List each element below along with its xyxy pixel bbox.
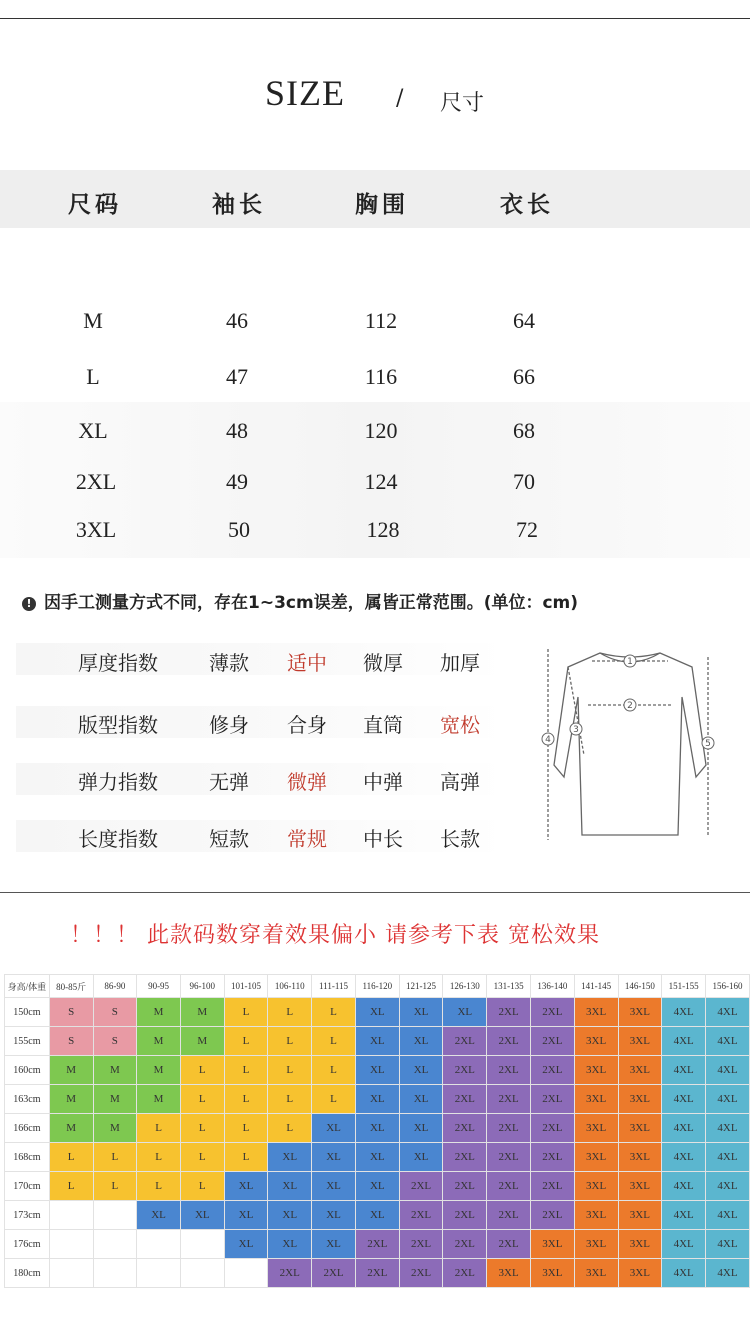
grid-weight-header: 151-155 — [662, 975, 706, 998]
grid-size-cell: 2XL — [487, 1085, 531, 1114]
index-option-selected: 微弹 — [287, 770, 327, 794]
index-label: 长度指数 — [78, 827, 158, 851]
grid-size-cell: 4XL — [706, 1201, 750, 1230]
index-option: 中弹 — [363, 770, 403, 794]
grid-height-label: 168cm — [5, 1143, 50, 1172]
grid-size-cell: 2XL — [530, 1201, 574, 1230]
grid-height-label: 170cm — [5, 1172, 50, 1201]
grid-size-cell: 3XL — [574, 1259, 618, 1288]
grid-size-cell: 3XL — [618, 1230, 662, 1259]
size-cell: XL — [78, 418, 108, 443]
index-option-selected: 宽松 — [440, 713, 480, 737]
grid-size-cell: XL — [355, 1172, 399, 1201]
grid-size-cell: 4XL — [662, 1259, 706, 1288]
grid-size-cell: XL — [224, 1201, 268, 1230]
header-length: 衣长 — [500, 192, 554, 218]
grid-size-cell: 2XL — [487, 998, 531, 1027]
garment-measure-diagram — [530, 635, 730, 850]
grid-size-cell: XL — [399, 1027, 443, 1056]
section-divider — [0, 892, 750, 893]
top-divider — [0, 18, 750, 19]
grid-size-cell: L — [137, 1114, 181, 1143]
index-option: 短款 — [209, 827, 249, 851]
grid-size-cell: 3XL — [618, 1027, 662, 1056]
grid-size-cell: 4XL — [706, 1056, 750, 1085]
length-cell: 64 — [513, 308, 535, 333]
grid-size-cell: 2XL — [443, 1056, 487, 1085]
grid-size-cell: L — [93, 1172, 137, 1201]
chest-cell: 124 — [364, 469, 398, 494]
diagram-label: 4 — [545, 735, 551, 745]
grid-size-cell: 3XL — [574, 1114, 618, 1143]
chest-cell: 120 — [364, 418, 398, 443]
grid-size-cell: 2XL — [487, 1201, 531, 1230]
grid-size-cell: XL — [399, 1056, 443, 1085]
index-option: 高弹 — [440, 770, 480, 794]
grid-size-cell — [180, 1259, 224, 1288]
length-cell: 70 — [513, 469, 535, 494]
grid-size-cell: 2XL — [443, 1085, 487, 1114]
diagram-label: 5 — [705, 739, 711, 749]
grid-size-cell: M — [137, 998, 181, 1027]
grid-height-label: 155cm — [5, 1027, 50, 1056]
grid-size-cell: L — [137, 1172, 181, 1201]
size-cell: 2XL — [75, 469, 117, 494]
sleeve-cell: 46 — [226, 308, 248, 333]
grid-size-cell — [93, 1259, 137, 1288]
grid-size-cell: XL — [399, 1143, 443, 1172]
grid-weight-header: 146-150 — [618, 975, 662, 998]
grid-size-cell: 2XL — [312, 1259, 356, 1288]
grid-size-cell: L — [268, 1114, 312, 1143]
grid-size-cell: 3XL — [574, 1201, 618, 1230]
grid-size-cell: M — [137, 1027, 181, 1056]
index-option: 长款 — [440, 827, 480, 851]
grid-size-cell — [93, 1230, 137, 1259]
grid-size-cell: XL — [180, 1201, 224, 1230]
diagram-label: 2 — [627, 701, 633, 711]
grid-size-cell: 2XL — [443, 1172, 487, 1201]
grid-size-cell: 2XL — [399, 1259, 443, 1288]
grid-size-cell: 2XL — [487, 1143, 531, 1172]
sleeve-cell: 50 — [228, 517, 250, 542]
page-title-cn: 尺寸 — [440, 91, 485, 116]
grid-size-cell: M — [93, 1114, 137, 1143]
grid-size-cell: XL — [355, 1085, 399, 1114]
grid-weight-header: 131-135 — [487, 975, 531, 998]
info-icon: ! — [22, 597, 36, 611]
grid-size-cell: XL — [312, 1172, 356, 1201]
chest-cell: 112 — [364, 308, 398, 333]
grid-size-cell: L — [268, 1027, 312, 1056]
grid-size-cell: 4XL — [706, 1114, 750, 1143]
chest-cell: 116 — [364, 364, 398, 389]
grid-size-cell: 2XL — [530, 1085, 574, 1114]
grid-size-cell: XL — [137, 1201, 181, 1230]
grid-row — [5, 1056, 750, 1085]
grid-row — [5, 1085, 750, 1114]
grid-size-cell: 2XL — [443, 1259, 487, 1288]
grid-size-cell: S — [49, 1027, 93, 1056]
grid-size-cell: XL — [355, 998, 399, 1027]
grid-size-cell: L — [312, 1056, 356, 1085]
index-label: 弹力指数 — [78, 770, 158, 794]
grid-size-cell: XL — [312, 1143, 356, 1172]
grid-size-cell: 4XL — [662, 1027, 706, 1056]
grid-size-cell: 3XL — [574, 1230, 618, 1259]
header-size: 尺码 — [68, 192, 122, 218]
grid-size-cell: 2XL — [487, 1027, 531, 1056]
grid-size-cell: 4XL — [706, 1085, 750, 1114]
grid-row — [5, 1230, 750, 1259]
grid-size-cell: XL — [399, 1085, 443, 1114]
size-cell: M — [83, 308, 103, 333]
grid-size-cell: XL — [268, 1230, 312, 1259]
grid-size-cell: L — [137, 1143, 181, 1172]
grid-size-cell: 2XL — [443, 1027, 487, 1056]
grid-size-cell: L — [224, 998, 268, 1027]
grid-size-cell: 2XL — [399, 1201, 443, 1230]
grid-size-cell: M — [49, 1056, 93, 1085]
index-option: 中长 — [363, 827, 403, 851]
grid-size-cell: XL — [355, 1114, 399, 1143]
grid-row — [5, 1259, 750, 1288]
grid-size-cell: L — [224, 1056, 268, 1085]
grid-height-label: 160cm — [5, 1056, 50, 1085]
grid-size-cell: XL — [268, 1172, 312, 1201]
grid-size-cell: 2XL — [399, 1230, 443, 1259]
grid-size-cell: XL — [312, 1201, 356, 1230]
grid-header-row — [5, 975, 750, 998]
grid-size-cell: L — [180, 1143, 224, 1172]
grid-row — [5, 1143, 750, 1172]
grid-size-cell: 3XL — [487, 1259, 531, 1288]
grid-size-cell: L — [268, 998, 312, 1027]
grid-size-cell: L — [224, 1027, 268, 1056]
grid-height-label: 173cm — [5, 1201, 50, 1230]
sleeve-cell: 49 — [226, 469, 248, 494]
grid-size-cell — [49, 1201, 93, 1230]
grid-weight-header: 80-85斤 — [49, 975, 93, 998]
grid-size-cell: 2XL — [530, 1143, 574, 1172]
grid-size-cell: L — [224, 1114, 268, 1143]
sleeve-cell: 48 — [226, 418, 248, 443]
grid-size-cell: XL — [312, 1114, 356, 1143]
grid-size-cell: XL — [355, 1027, 399, 1056]
grid-size-cell: XL — [399, 998, 443, 1027]
grid-size-cell: 2XL — [443, 1114, 487, 1143]
grid-weight-header: 106-110 — [268, 975, 312, 998]
index-option: 无弹 — [209, 770, 249, 794]
grid-size-cell: 4XL — [662, 1230, 706, 1259]
header-chest: 胸围 — [355, 192, 409, 218]
grid-size-cell: XL — [355, 1056, 399, 1085]
grid-size-cell: S — [49, 998, 93, 1027]
grid-size-cell: L — [180, 1172, 224, 1201]
grid-size-cell: 3XL — [618, 1056, 662, 1085]
grid-weight-header: 116-120 — [355, 975, 399, 998]
index-label: 版型指数 — [78, 713, 158, 737]
diagram-label: 3 — [573, 725, 579, 735]
grid-size-cell: 2XL — [487, 1172, 531, 1201]
grid-weight-header: 90-95 — [137, 975, 181, 998]
grid-size-cell: XL — [268, 1201, 312, 1230]
grid-weight-header: 126-130 — [443, 975, 487, 998]
grid-size-cell: 4XL — [706, 1143, 750, 1172]
grid-size-cell: 4XL — [662, 1143, 706, 1172]
measurement-note — [22, 588, 578, 613]
grid-size-cell: L — [49, 1143, 93, 1172]
length-cell: 72 — [516, 517, 538, 542]
grid-weight-header: 136-140 — [530, 975, 574, 998]
grid-size-cell: 3XL — [574, 1027, 618, 1056]
grid-size-cell: 4XL — [662, 1114, 706, 1143]
grid-size-cell — [224, 1259, 268, 1288]
grid-size-cell: 2XL — [487, 1114, 531, 1143]
grid-size-cell: L — [312, 1027, 356, 1056]
grid-size-cell: XL — [268, 1143, 312, 1172]
grid-size-cell: M — [137, 1085, 181, 1114]
grid-size-cell: 4XL — [706, 998, 750, 1027]
fit-warning: ！！！ 此款码数穿着效果偏小 请参考下表 宽松效果 — [70, 923, 600, 948]
grid-size-cell: 2XL — [443, 1201, 487, 1230]
grid-row — [5, 1027, 750, 1056]
grid-size-cell: M — [180, 998, 224, 1027]
index-option: 加厚 — [440, 651, 480, 675]
grid-size-cell: 3XL — [618, 1114, 662, 1143]
size-cell: 3XL — [75, 517, 117, 542]
sleeve-cell: 47 — [226, 364, 248, 389]
grid-size-cell: 4XL — [662, 998, 706, 1027]
grid-size-cell: L — [224, 1143, 268, 1172]
grid-size-cell: M — [93, 1056, 137, 1085]
grid-size-cell: L — [312, 998, 356, 1027]
grid-size-cell: 2XL — [355, 1259, 399, 1288]
grid-size-cell: L — [93, 1143, 137, 1172]
grid-weight-header: 156-160 — [706, 975, 750, 998]
grid-size-cell: 2XL — [530, 1114, 574, 1143]
title-separator: / — [396, 86, 404, 111]
grid-size-cell: XL — [355, 1143, 399, 1172]
index-option-selected: 适中 — [287, 651, 327, 675]
grid-height-label: 150cm — [5, 998, 50, 1027]
page-title: SIZE — [265, 73, 345, 113]
grid-weight-header: 141-145 — [574, 975, 618, 998]
grid-size-cell: 3XL — [618, 1172, 662, 1201]
grid-height-label: 176cm — [5, 1230, 50, 1259]
size-cell: L — [86, 364, 100, 389]
grid-size-cell: 2XL — [487, 1056, 531, 1085]
grid-size-cell — [137, 1259, 181, 1288]
grid-height-label: 180cm — [5, 1259, 50, 1288]
grid-size-cell: S — [93, 998, 137, 1027]
index-option-selected: 常规 — [287, 827, 327, 851]
grid-size-cell: M — [180, 1027, 224, 1056]
grid-size-cell — [93, 1201, 137, 1230]
grid-size-cell: 3XL — [530, 1259, 574, 1288]
grid-size-cell: M — [49, 1085, 93, 1114]
grid-row — [5, 1201, 750, 1230]
grid-size-cell: 2XL — [487, 1230, 531, 1259]
grid-size-cell: L — [180, 1085, 224, 1114]
grid-size-cell: 3XL — [618, 1085, 662, 1114]
grid-weight-header: 111-115 — [312, 975, 356, 998]
length-cell: 66 — [513, 364, 535, 389]
diagram-label: 1 — [627, 657, 633, 667]
grid-height-label: 166cm — [5, 1114, 50, 1143]
grid-size-cell — [49, 1230, 93, 1259]
grid-size-cell: 4XL — [662, 1056, 706, 1085]
grid-weight-header: 121-125 — [399, 975, 443, 998]
chest-cell: 128 — [366, 517, 400, 542]
grid-size-cell: 4XL — [706, 1172, 750, 1201]
grid-size-cell: 2XL — [355, 1230, 399, 1259]
grid-corner-label: 身高/体重 — [5, 975, 50, 998]
grid-size-cell: L — [268, 1085, 312, 1114]
grid-size-cell: L — [180, 1114, 224, 1143]
grid-size-cell: 4XL — [662, 1085, 706, 1114]
grid-size-cell: 4XL — [706, 1259, 750, 1288]
size-recommendation-grid — [4, 974, 750, 1288]
grid-size-cell: 3XL — [574, 1056, 618, 1085]
grid-size-cell: 3XL — [618, 1143, 662, 1172]
grid-size-cell — [137, 1230, 181, 1259]
grid-size-cell: XL — [399, 1114, 443, 1143]
grid-size-cell: 2XL — [399, 1172, 443, 1201]
grid-size-cell: 3XL — [618, 1259, 662, 1288]
grid-size-cell: 4XL — [706, 1027, 750, 1056]
grid-size-cell: 3XL — [530, 1230, 574, 1259]
grid-size-cell: 3XL — [574, 998, 618, 1027]
grid-size-cell: 4XL — [662, 1201, 706, 1230]
index-label: 厚度指数 — [78, 651, 158, 675]
grid-size-cell: 2XL — [530, 1027, 574, 1056]
grid-size-cell: L — [180, 1056, 224, 1085]
grid-row — [5, 1172, 750, 1201]
grid-row — [5, 1114, 750, 1143]
grid-size-cell: 2XL — [443, 1230, 487, 1259]
length-cell: 68 — [513, 418, 535, 443]
grid-size-cell: 2XL — [530, 1172, 574, 1201]
grid-size-cell: L — [224, 1085, 268, 1114]
grid-size-cell: M — [137, 1056, 181, 1085]
grid-size-cell: 3XL — [574, 1085, 618, 1114]
grid-size-cell: M — [49, 1114, 93, 1143]
grid-size-cell: 3XL — [574, 1143, 618, 1172]
grid-size-cell: 3XL — [574, 1172, 618, 1201]
index-option: 薄款 — [209, 651, 249, 675]
grid-weight-header: 86-90 — [93, 975, 137, 998]
grid-size-cell: M — [93, 1085, 137, 1114]
grid-size-cell: 3XL — [618, 998, 662, 1027]
index-option: 微厚 — [363, 651, 403, 675]
index-option: 修身 — [209, 713, 249, 737]
grid-size-cell: XL — [224, 1172, 268, 1201]
header-sleeve: 袖长 — [212, 192, 266, 218]
grid-size-cell: 4XL — [662, 1172, 706, 1201]
grid-size-cell: 3XL — [618, 1201, 662, 1230]
grid-size-cell — [180, 1230, 224, 1259]
grid-weight-header: 96-100 — [180, 975, 224, 998]
grid-row — [5, 998, 750, 1027]
grid-size-cell: S — [93, 1027, 137, 1056]
grid-size-cell: 4XL — [706, 1230, 750, 1259]
grid-size-cell: 2XL — [443, 1143, 487, 1172]
grid-size-cell: XL — [355, 1201, 399, 1230]
grid-size-cell: 2XL — [530, 998, 574, 1027]
grid-size-cell: XL — [443, 998, 487, 1027]
grid-size-cell: XL — [224, 1230, 268, 1259]
grid-weight-header: 101-105 — [224, 975, 268, 998]
index-option: 直筒 — [363, 713, 403, 737]
grid-size-cell: L — [49, 1172, 93, 1201]
grid-size-cell: L — [312, 1085, 356, 1114]
grid-size-cell: L — [268, 1056, 312, 1085]
grid-size-cell — [49, 1259, 93, 1288]
grid-size-cell: 2XL — [268, 1259, 312, 1288]
grid-height-label: 163cm — [5, 1085, 50, 1114]
index-option: 合身 — [287, 713, 327, 737]
grid-size-cell: 2XL — [530, 1056, 574, 1085]
note-text: 因手工测量方式不同，存在1~3cm误差，属皆正常范围。(单位：cm) — [44, 593, 579, 613]
grid-size-cell: XL — [312, 1230, 356, 1259]
